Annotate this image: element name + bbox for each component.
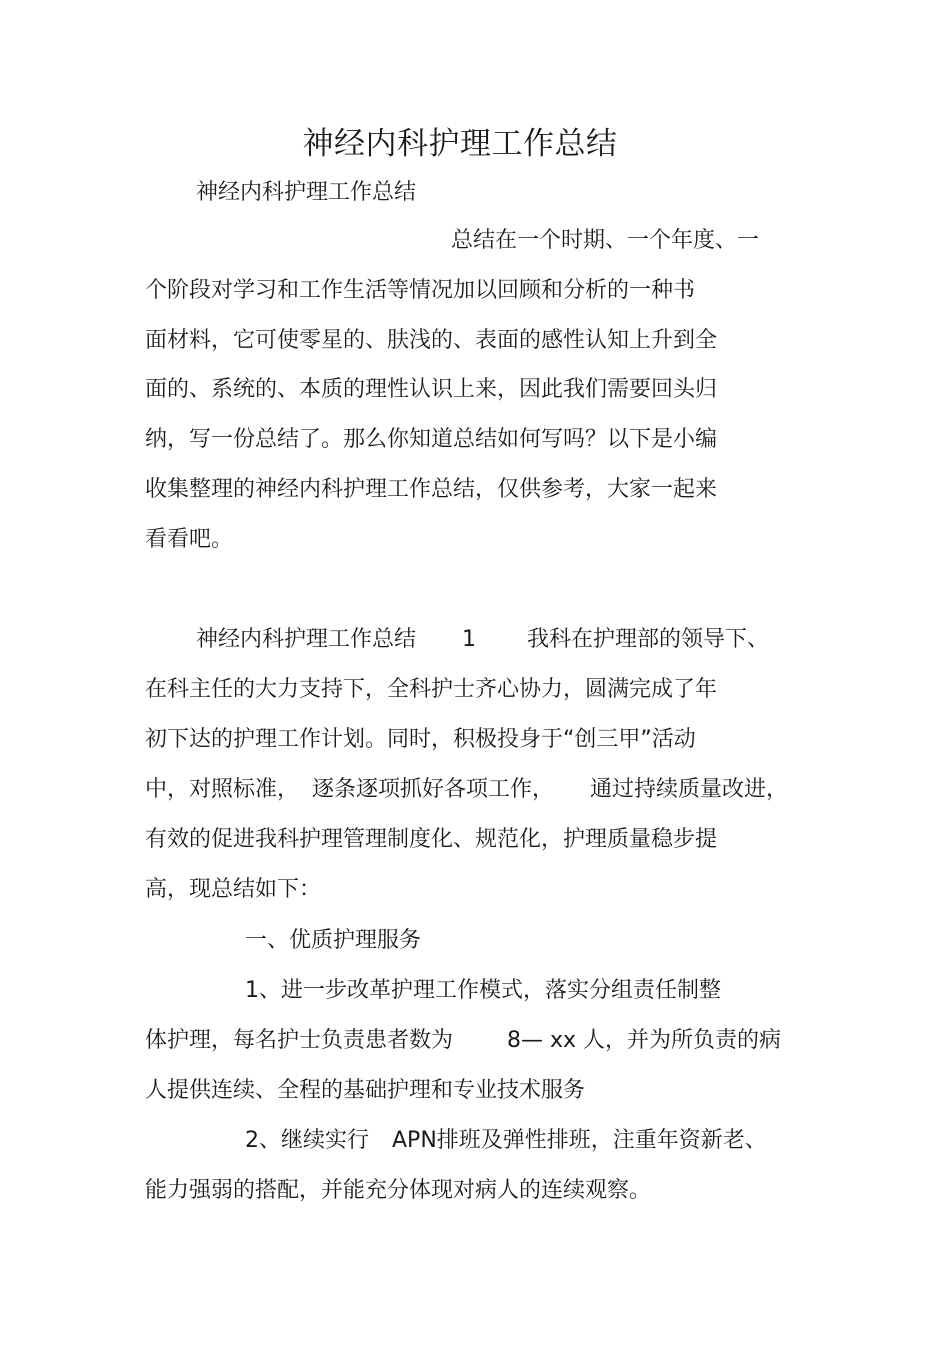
item1-line-3: 人提供连续、全程的基础护理和专业技术服务 (145, 1078, 586, 1103)
intro-line-6: 收集整理的神经内科护理工作总结，仅供参考，大家一起来 (145, 477, 718, 502)
section1-line-6: 高，现总结如下： (145, 877, 322, 902)
section1-line-3: 初下达的护理工作计划。同时，积极投身于“创三甲”活动 (145, 727, 696, 752)
item2-line-1 (0, 1126, 950, 1156)
item1-line-2-part-a: 体护理，每名护士负责患者数为 (145, 1028, 454, 1053)
item2-line-1-part-a: 2、继续实行 (245, 1128, 369, 1153)
section1-first-line-text: 我科在护理部的领导下、 (527, 627, 770, 652)
intro-line-4: 面的、系统的、本质的理性认识上来，因此我们需要回头归 (145, 377, 718, 402)
section1-first-line (0, 625, 950, 655)
intro-line-2: 个阶段对学习和工作生活等情况加以回顾和分析的一种书 (145, 278, 696, 303)
section1-line-4-part-b: 逐条逐项抓好各项工作， (312, 777, 555, 802)
section1-line-2: 在科主任的大力支持下，全科护士齐心协力，圆满完成了年 (145, 677, 718, 702)
item1-line-2 (0, 1026, 950, 1056)
intro-line-5: 纳，写一份总结了。那么你知道总结如何写吗？以下是小编 (145, 427, 718, 452)
section1-line-5: 有效的促进我科护理管理制度化、规范化，护理质量稳步提 (145, 827, 718, 852)
document-title: 神经内科护理工作总结 (302, 126, 618, 162)
item2-line-1-part-b: APN排班及弹性排班，注重年资新老、 (392, 1128, 767, 1153)
intro-line-3: 面材料，它可使零星的、肤浅的、表面的感性认知上升到全 (145, 328, 718, 353)
item2-line-2: 能力强弱的搭配，并能充分体现对病人的连续观察。 (145, 1178, 652, 1203)
item1-line-1: 1、进一步改革护理工作模式，落实分组责任制整 (245, 978, 721, 1003)
section1-line-4 (0, 775, 950, 805)
section1-number: 1 (462, 627, 476, 652)
section1-line-4-part-c: 通过持续质量改进， (590, 777, 789, 802)
intro-line-7: 看看吧。 (145, 527, 234, 552)
section1-line-4-part-a: 中，对照标准， (145, 777, 300, 802)
section1-heading: 神经内科护理工作总结 (196, 627, 417, 652)
subtitle: 神经内科护理工作总结 (196, 180, 417, 205)
heading-quality-nursing: 一、优质护理服务 (245, 928, 422, 953)
intro-line-1: 总结在一个时期、一个年度、一 (451, 228, 760, 253)
item1-line-2-part-b: 8— xx 人，并为所负责的病 (507, 1028, 782, 1053)
